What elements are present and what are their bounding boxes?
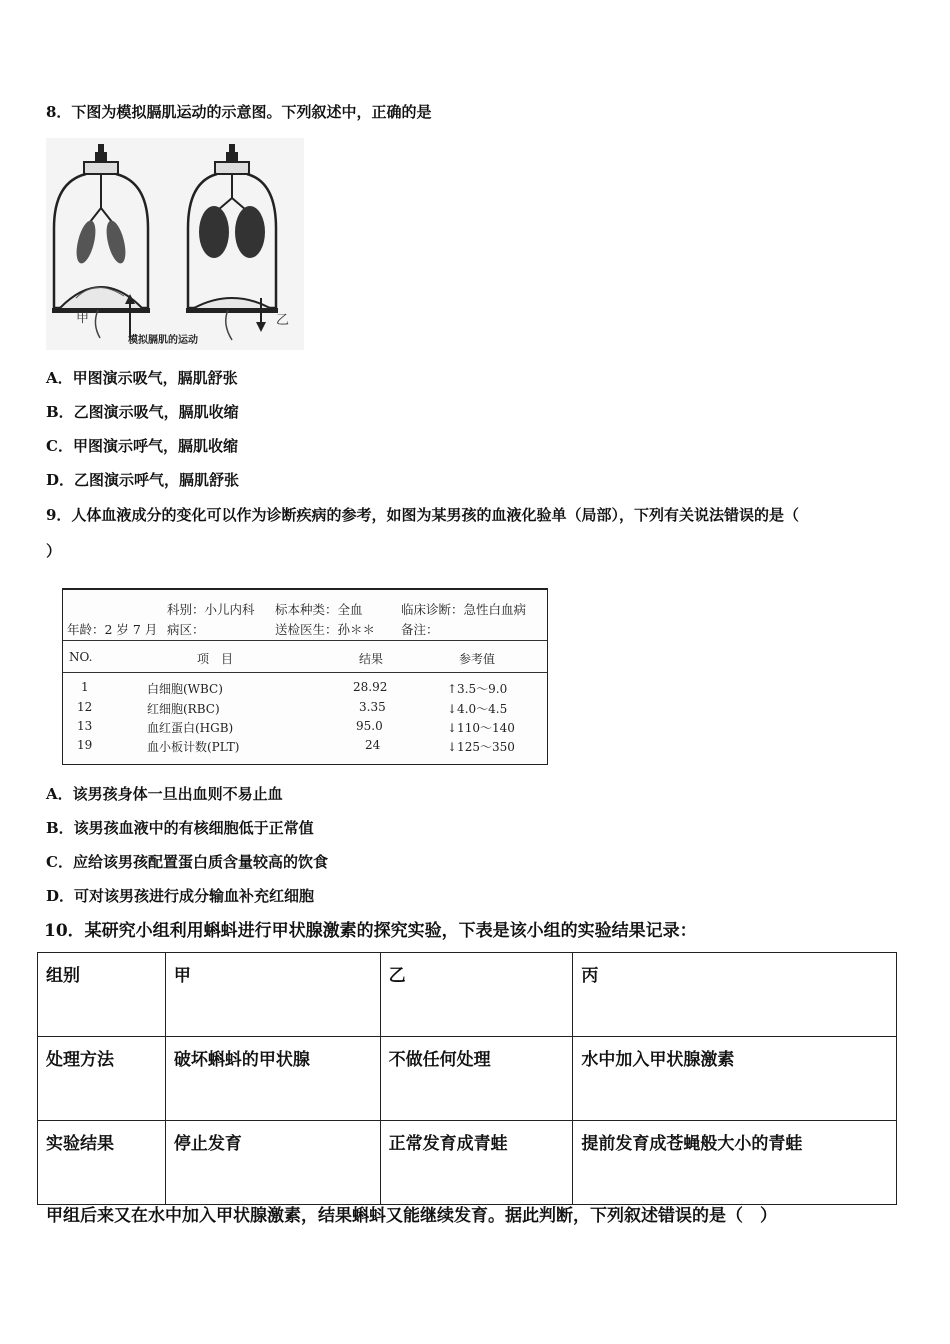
table-cell: 停止发育 [165,1121,380,1205]
col-item: 项 目 [197,652,234,666]
row-no: 1 [81,680,89,694]
table-cell: 提前发育成苍蝇般大小的青蛙 [573,1121,897,1205]
table-row [38,1037,897,1121]
label-jia: 甲 [76,310,90,325]
row-result: 24 [365,738,381,752]
row-no: 13 [77,719,93,733]
table-cell: 破坏蝌蚪的甲状腺 [165,1037,380,1121]
col-result: 结果 [359,652,384,666]
q10-stem: 10．某研究小组利用蝌蚪进行甲状腺激素的探究实验，下表是该小组的实验结果记录： [44,921,697,941]
q10-followup: 甲组后来又在水中加入甲状腺激素，结果蝌蚪又能继续发育。据此判断，下列叙述错误的是（ ） [46,1206,777,1226]
figure-caption: 模拟膈肌的运动 [128,335,198,346]
row-no: 19 [77,738,93,752]
table-cell: 实验结果 [38,1121,166,1205]
report-specimen: 标本种类：全血 [275,602,363,617]
row-ref: ↑3.5～9.0 [447,682,508,696]
row-ref: ↓125～350 [447,740,515,754]
col-ref: 参考值 [459,652,496,666]
table-row [38,953,897,1037]
row-item: 白细胞(WBC) [147,682,223,696]
q9-option-d: D．可对该男孩进行成分输血补充红细胞 [46,887,315,905]
diaphragm-model-figure [46,138,304,350]
report-age: 年龄：2 岁 7 月 [67,622,158,637]
q8-option-a: A．甲图演示吸气，膈肌舒张 [46,369,238,387]
row-item: 红细胞(RBC) [147,702,220,716]
table-cell: 组别 [38,953,166,1037]
row-item: 血小板计数(PLT) [147,740,240,754]
report-dept: 科别：小儿内科 [167,602,255,617]
q9-option-c: C．应给该男孩配置蛋白质含量较高的饮食 [46,853,328,871]
q8-option-b: B．乙图演示吸气，膈肌收缩 [46,403,239,421]
q8-stem: 8．下图为模拟膈肌运动的示意图。下列叙述中，正确的是 [46,103,432,121]
table-cell: 丙 [573,953,897,1037]
q9-stem-line2: ） [46,542,62,560]
q8-option-c: C．甲图演示呼气，膈肌收缩 [46,437,238,455]
row-item: 血红蛋白(HGB) [147,721,234,735]
table-cell: 不做任何处理 [380,1037,573,1121]
report-remark: 备注： [401,622,439,637]
row-result: 95.0 [356,719,383,733]
label-yi: 乙 [276,312,290,327]
table-row [38,1121,897,1205]
table-cell: 正常发育成青蛙 [380,1121,573,1205]
table-cell: 甲 [165,953,380,1037]
row-result: 28.92 [353,680,388,694]
report-diagnosis: 临床诊断：急性白血病 [401,602,527,617]
row-ref: ↓110～140 [447,721,515,735]
experiment-table [37,952,897,1205]
row-ref: ↓4.0～4.5 [447,702,508,716]
q9-option-a: A．该男孩身体一旦出血则不易止血 [46,785,283,803]
row-no: 12 [77,700,93,714]
col-no: NO. [69,650,93,664]
q9-stem-line1: 9．人体血液成分的变化可以作为诊断疾病的参考，如图为某男孩的血液化验单（局部），下列有关说法错误的是（ [46,506,799,524]
table-cell: 处理方法 [38,1037,166,1121]
q8-option-d: D．乙图演示呼气，膈肌舒张 [46,471,240,489]
blood-test-report [62,588,548,765]
table-cell: 乙 [380,953,573,1037]
q9-option-b: B．该男孩血液中的有核细胞低于正常值 [46,819,314,837]
row-result: 3.35 [359,700,386,714]
report-ward: 病区： [167,622,205,637]
report-doctor: 送检医生：孙＊＊ [275,622,376,637]
table-cell: 水中加入甲状腺激素 [573,1037,897,1121]
